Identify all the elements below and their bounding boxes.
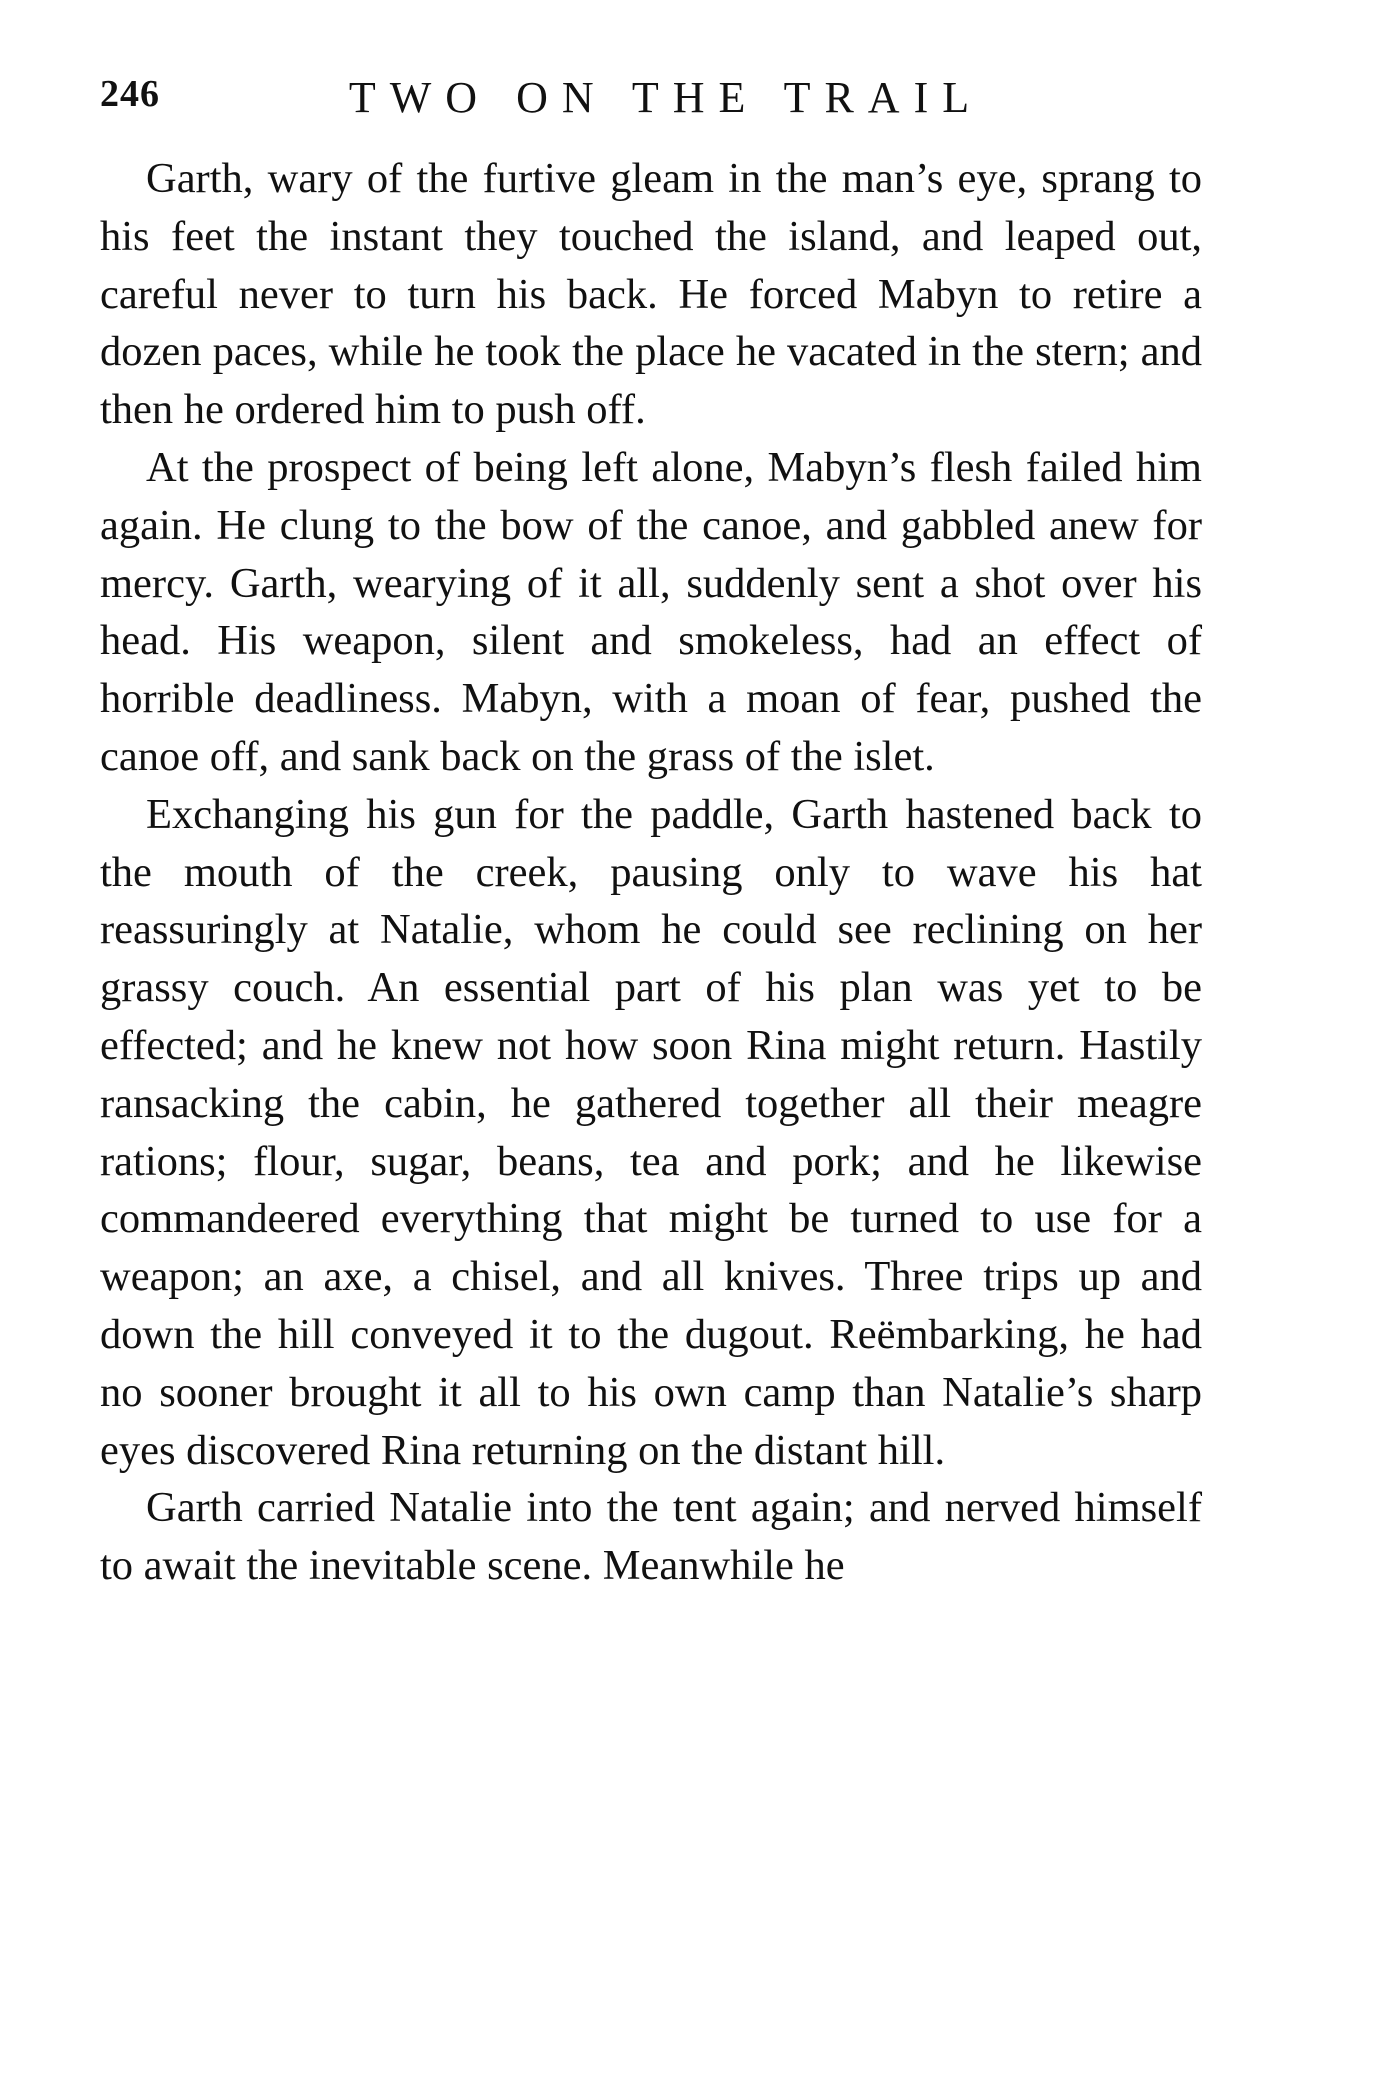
- running-header: [100, 72, 1202, 132]
- paragraph-3: Exchanging his gun for the paddle, Garth hastened back to the mouth of the creek, pausing only to wave his hat reassuringly at Natalie, whom he could see reclining on her grassy couch. An essential part of his plan was yet to be effected; and he knew not how soon Rina might return. Hastily ransacking the cabin, he gathered together all their meagre rations; flour, sugar, beans, tea and pork; and he likewise commandeered everything that might be turned to use for a weapon; an axe, a chisel, and all knives. Three trips up and down the hill conveyed it to the dugout. Reëmbarking, he had no sooner brought it all to his own camp than Natalie’s sharp eyes discovered Rina returning on the distant hill.: [100, 790, 1202, 1474]
- paragraph-2: At the prospect of being left alone, Mabyn’s flesh failed him again. He clung to the bow of the canoe, and gabbled anew for mercy. Garth, wearying of it all, suddenly sent a shot over his head. His weapon, silent and smokeless, had an effect of horrible deadliness. Mabyn, with a moan of fear, pushed the canoe off, and sank back on the grass of the islet.: [100, 443, 1202, 780]
- body-text: [100, 150, 1202, 1595]
- paragraph-4: Garth carried Natalie into the tent again; and nerved himself to await the inevitable scene. Meanwhile he: [100, 1484, 1202, 1590]
- paragraph-1: Garth, wary of the furtive gleam in the man’s eye, sprang to his feet the instant they touched the island, and leaped out, careful never to turn his back. He forced Mabyn to retire a dozen paces, while he took the place he vacated in the stern; and then he ordered him to push off.: [100, 155, 1202, 434]
- page-number: 246: [100, 73, 160, 115]
- running-title: TWO ON THE TRAIL: [348, 73, 984, 122]
